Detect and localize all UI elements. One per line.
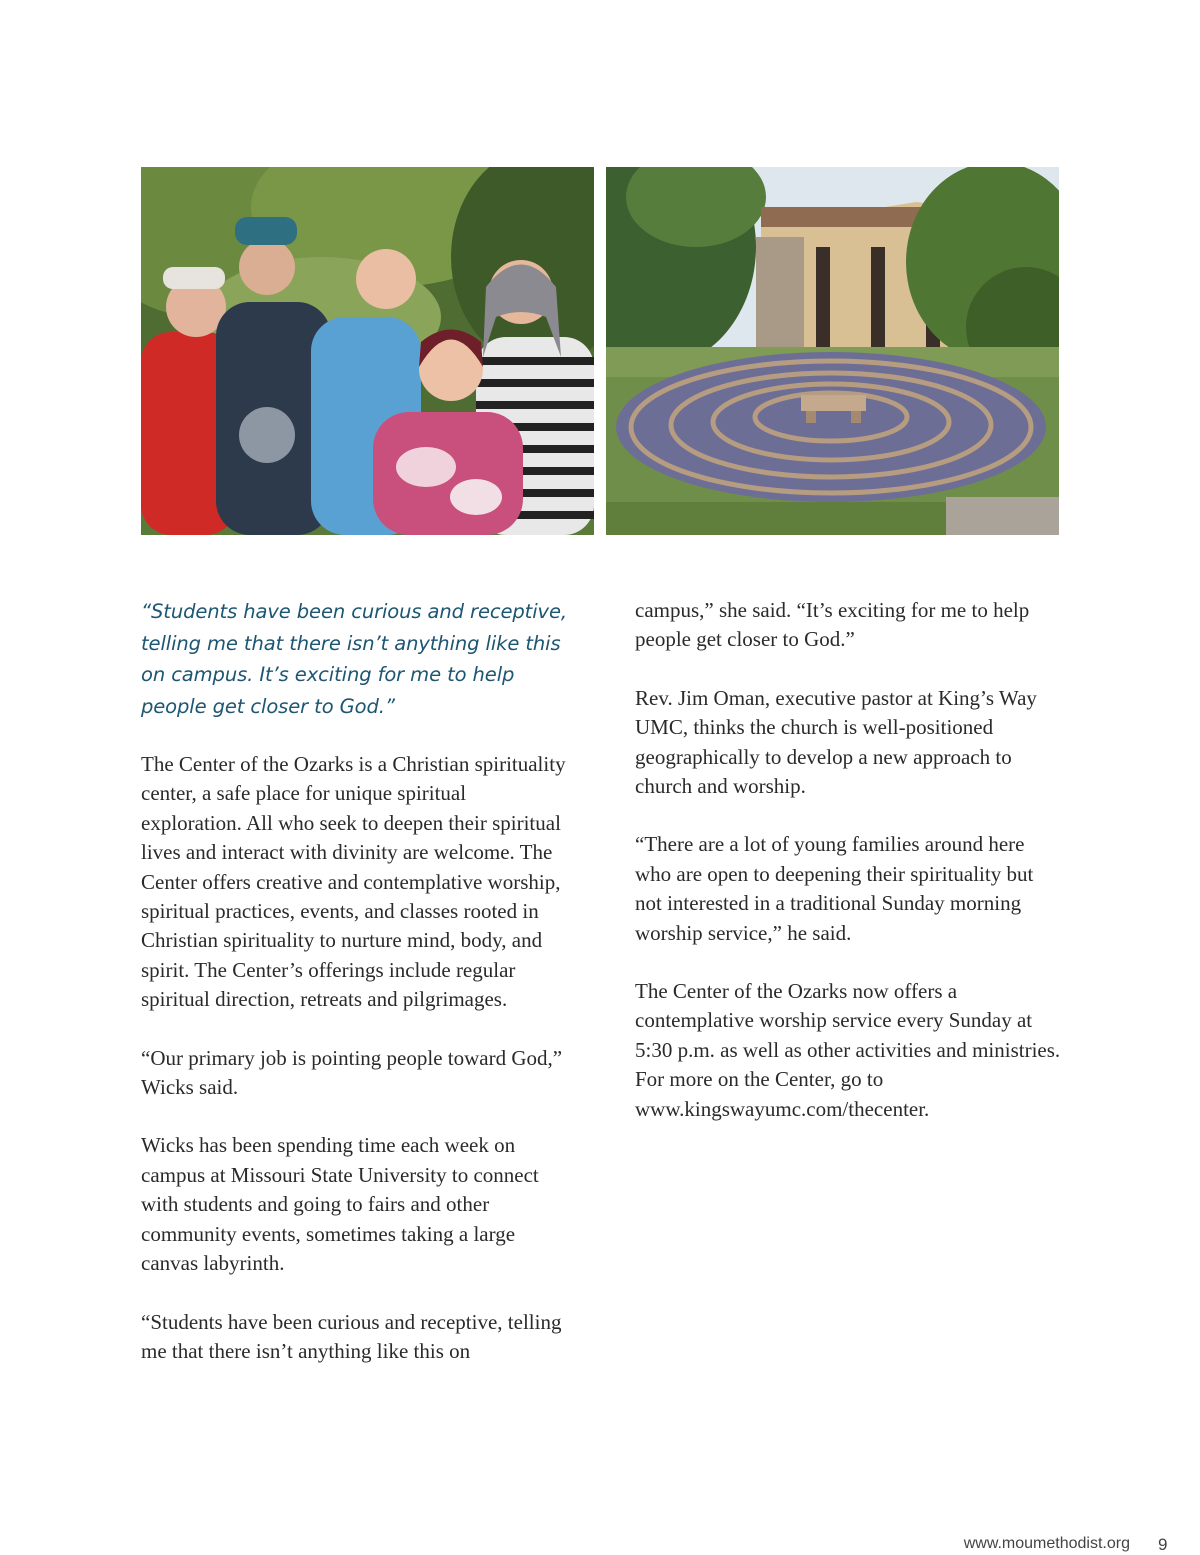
- body-paragraph: “There are a lot of young families around here who are open to deepening their spirituality but not interested in a traditional Sunday morning worship service,” he said.: [635, 832, 1034, 945]
- body-paragraph: “Our primary job is pointing people toward God,” Wicks said.: [141, 1045, 563, 1100]
- body-paragraph: Rev. Jim Oman, executive pastor at King’s Way UMC, thinks the church is well-positioned geographically to develop a new approach to church and worship.: [635, 685, 1037, 799]
- labyrinth-photo-illustration: [606, 167, 1059, 535]
- pull-quote: “Students have been curious and receptive, telling me that there isn’t anything like this on campus. It’s exciting for me to help people get closer to God.”: [141, 600, 567, 718]
- left-column: [141, 596, 571, 1395]
- body-paragraph: Wicks has been spending time each week on campus at Missouri State University to connect with students and going to fairs and other community events, sometimes taking a large canvas labyrinth.: [141, 1133, 539, 1276]
- page-number: 9: [1158, 1535, 1168, 1554]
- group-photo-illustration: [141, 167, 594, 535]
- body-paragraph: “Students have been curious and receptive, telling me that there isn’t anything like this on: [141, 1309, 562, 1363]
- body-paragraph: campus,” she said. “It’s exciting for me to help people get closer to God.”: [635, 598, 1030, 652]
- body-paragraph: The Center of the Ozarks now offers a contemplative worship service every Sunday at 5:30 p.m. as well as other activities and ministries. For more on the Center, go to www.kingswayumc.com/thecenter.: [635, 979, 1061, 1121]
- labyrinth-photo: [606, 167, 1059, 535]
- footer-url[interactable]: www.moumethodist.org: [963, 1535, 1130, 1552]
- body-paragraph: The Center of the Ozarks is a Christian spirituality center, a safe place for unique spiritual exploration. All who seek to deepen their spiritual lives and interact with divinity are welcome. The Center offers creative and contemplative worship, spiritual practices, events, and classes rooted in Christian spirituality to nurture mind, body, and spirit. The Center’s offerings include regular spiritual direction, retreats and pilgrimages.: [141, 752, 566, 1012]
- right-column: [635, 596, 1065, 1153]
- group-photo: [141, 167, 594, 535]
